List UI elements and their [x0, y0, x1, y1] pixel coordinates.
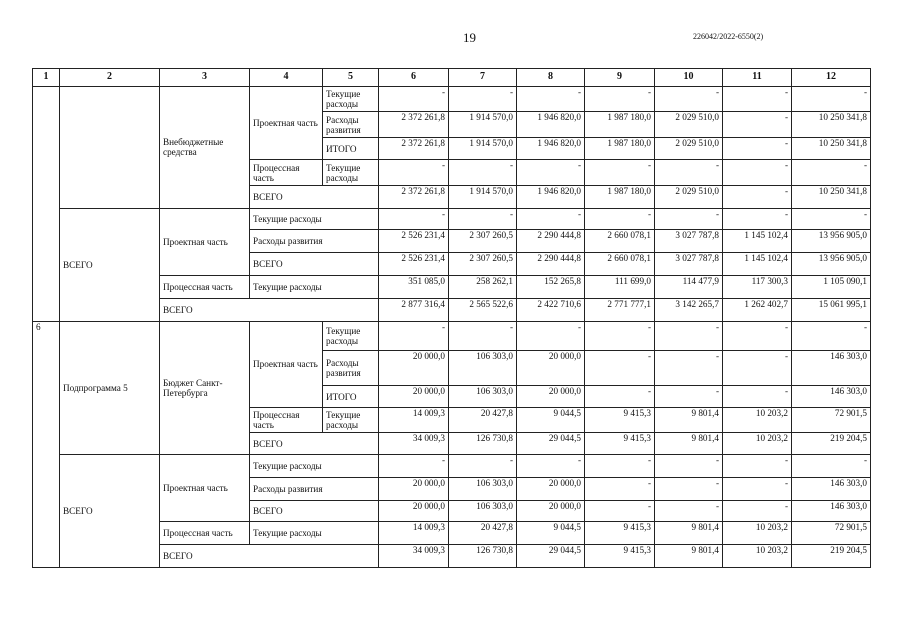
value-cell: 9 415,3: [585, 545, 655, 568]
column-header: 10: [655, 69, 723, 87]
expense-type-label: Расходы развития: [323, 350, 379, 385]
expense-type-label: Текущие расходы: [250, 522, 379, 545]
value-cell: 2 660 078,1: [585, 253, 655, 276]
value-cell: -: [517, 208, 585, 230]
value-cell: 258 262,1: [449, 275, 517, 298]
value-cell: -: [449, 321, 517, 350]
value-cell: 20 000,0: [379, 350, 449, 385]
value-cell: 1 914 570,0: [449, 138, 517, 160]
value-cell: 34 009,3: [379, 545, 449, 568]
value-cell: 9 801,4: [655, 433, 723, 455]
value-cell: 2 029 510,0: [655, 185, 723, 208]
value-cell: 2 372 261,8: [379, 138, 449, 160]
header-row: [33, 69, 871, 87]
itogo-label: ИТОГО: [323, 138, 379, 160]
value-cell: 219 204,5: [792, 433, 871, 455]
value-cell: 10 203,2: [723, 433, 792, 455]
value-cell: -: [585, 208, 655, 230]
value-cell: 9 415,3: [585, 408, 655, 433]
value-cell: 1 914 570,0: [449, 112, 517, 138]
value-cell: 20 000,0: [517, 477, 585, 500]
value-cell: -: [655, 500, 723, 522]
value-cell: 2 307 260,5: [449, 230, 517, 253]
page-number: 19: [463, 30, 476, 45]
table-row: [33, 86, 871, 112]
expense-type-label: Текущие расходы: [323, 86, 379, 112]
value-cell: -: [585, 321, 655, 350]
value-cell: 114 477,9: [655, 275, 723, 298]
funding-source-label: Бюджет Санкт-Петербурга: [160, 321, 250, 455]
value-cell: -: [723, 138, 792, 160]
value-cell: -: [792, 160, 871, 186]
value-cell: 10 203,2: [723, 522, 792, 545]
value-cell: 14 009,3: [379, 408, 449, 433]
value-cell: 13 956 905,0: [792, 253, 871, 276]
value-cell: -: [723, 477, 792, 500]
value-cell: -: [655, 86, 723, 112]
value-cell: -: [655, 321, 723, 350]
table-row: [33, 321, 871, 350]
value-cell: 20 000,0: [379, 385, 449, 408]
value-cell: 2 372 261,8: [379, 112, 449, 138]
value-cell: 106 303,0: [449, 350, 517, 385]
value-cell: 13 956 905,0: [792, 230, 871, 253]
value-cell: 1 946 820,0: [517, 138, 585, 160]
value-cell: 20 000,0: [517, 350, 585, 385]
vsego-label: ВСЕГО: [160, 545, 379, 568]
value-cell: 1 946 820,0: [517, 112, 585, 138]
value-cell: 15 061 995,1: [792, 298, 871, 321]
value-cell: -: [655, 477, 723, 500]
part-label: Проектная часть: [160, 208, 250, 275]
value-cell: 219 204,5: [792, 545, 871, 568]
value-cell: -: [379, 455, 449, 478]
value-cell: 2 877 316,4: [379, 298, 449, 321]
value-cell: -: [723, 160, 792, 186]
column-header: 9: [585, 69, 655, 87]
value-cell: 14 009,3: [379, 522, 449, 545]
part-label: Проектная часть: [160, 455, 250, 522]
expense-type-label: Текущие расходы: [323, 408, 379, 433]
part-label: Процессная часть: [160, 275, 250, 298]
part-label: Проектная часть: [250, 321, 323, 408]
column-header: 1: [33, 69, 60, 87]
value-cell: 3 027 787,8: [655, 253, 723, 276]
table-row: [33, 455, 871, 478]
value-cell: 1 262 402,7: [723, 298, 792, 321]
value-cell: 29 044,5: [517, 433, 585, 455]
value-cell: 9 801,4: [655, 545, 723, 568]
expense-type-label: Текущие расходы: [323, 321, 379, 350]
value-cell: 2 029 510,0: [655, 112, 723, 138]
value-cell: 117 300,3: [723, 275, 792, 298]
value-cell: -: [723, 112, 792, 138]
value-cell: 20 000,0: [379, 477, 449, 500]
value-cell: 10 250 341,8: [792, 138, 871, 160]
value-cell: 2 290 444,8: [517, 253, 585, 276]
value-cell: -: [723, 321, 792, 350]
column-header: 5: [323, 69, 379, 87]
value-cell: -: [379, 86, 449, 112]
value-cell: 9 044,5: [517, 408, 585, 433]
value-cell: -: [655, 160, 723, 186]
value-cell: 106 303,0: [449, 500, 517, 522]
value-cell: 1 987 180,0: [585, 112, 655, 138]
value-cell: 1 145 102,4: [723, 230, 792, 253]
value-cell: -: [723, 86, 792, 112]
value-cell: 2 290 444,8: [517, 230, 585, 253]
value-cell: 29 044,5: [517, 545, 585, 568]
value-cell: -: [655, 208, 723, 230]
part-label: Проектная часть: [250, 86, 323, 159]
value-cell: -: [379, 321, 449, 350]
vsego-label: ВСЕГО: [250, 253, 379, 276]
expense-type-label: Расходы развития: [323, 112, 379, 138]
value-cell: -: [792, 455, 871, 478]
value-cell: 2 565 522,6: [449, 298, 517, 321]
value-cell: -: [792, 86, 871, 112]
value-cell: -: [723, 455, 792, 478]
value-cell: -: [585, 86, 655, 112]
document-id: 226042/2022-6550(2): [693, 32, 764, 41]
value-cell: -: [449, 208, 517, 230]
value-cell: 351 085,0: [379, 275, 449, 298]
value-cell: -: [449, 160, 517, 186]
value-cell: 9 415,3: [585, 433, 655, 455]
value-cell: 2 372 261,8: [379, 185, 449, 208]
expense-type-label: Текущие расходы: [250, 208, 379, 230]
value-cell: 146 303,0: [792, 350, 871, 385]
value-cell: 20 000,0: [379, 500, 449, 522]
value-cell: -: [517, 86, 585, 112]
value-cell: 20 000,0: [517, 385, 585, 408]
value-cell: 34 009,3: [379, 433, 449, 455]
value-cell: 10 203,2: [723, 545, 792, 568]
value-cell: 2 771 777,1: [585, 298, 655, 321]
value-cell: -: [585, 160, 655, 186]
value-cell: 2 526 231,4: [379, 230, 449, 253]
value-cell: 72 901,5: [792, 408, 871, 433]
vsego-label: ВСЕГО: [250, 500, 379, 522]
value-cell: -: [655, 455, 723, 478]
expense-type-label: Текущие расходы: [250, 455, 379, 478]
value-cell: 126 730,8: [449, 433, 517, 455]
row-number-cell: 6: [33, 321, 60, 567]
column-header: 2: [60, 69, 160, 87]
value-cell: -: [585, 500, 655, 522]
value-cell: -: [379, 208, 449, 230]
value-cell: 1 105 090,1: [792, 275, 871, 298]
column-header: 6: [379, 69, 449, 87]
value-cell: -: [517, 160, 585, 186]
row-number-cell: [33, 86, 60, 321]
value-cell: 20 000,0: [517, 500, 585, 522]
value-cell: 9 415,3: [585, 522, 655, 545]
value-cell: -: [655, 350, 723, 385]
value-cell: -: [792, 321, 871, 350]
vsego-label: ВСЕГО: [160, 298, 379, 321]
value-cell: -: [585, 477, 655, 500]
value-cell: 1 946 820,0: [517, 185, 585, 208]
value-cell: 2 660 078,1: [585, 230, 655, 253]
program-cell: [60, 86, 160, 208]
value-cell: 2 526 231,4: [379, 253, 449, 276]
value-cell: -: [449, 455, 517, 478]
value-cell: 1 914 570,0: [449, 185, 517, 208]
expense-type-label: Расходы развития: [250, 477, 379, 500]
program-label: ВСЕГО: [60, 455, 160, 568]
value-cell: 146 303,0: [792, 385, 871, 408]
value-cell: -: [585, 350, 655, 385]
value-cell: -: [379, 160, 449, 186]
value-cell: -: [792, 208, 871, 230]
vsego-label: ВСЕГО: [250, 185, 379, 208]
vsego-label: ВСЕГО: [250, 433, 379, 455]
value-cell: 1 145 102,4: [723, 253, 792, 276]
expense-type-label: Текущие расходы: [323, 160, 379, 186]
funding-source-label: Внебюджетные средства: [160, 86, 250, 208]
value-cell: 2 307 260,5: [449, 253, 517, 276]
value-cell: 2 029 510,0: [655, 138, 723, 160]
value-cell: -: [585, 385, 655, 408]
value-cell: -: [655, 385, 723, 408]
value-cell: 20 427,8: [449, 408, 517, 433]
value-cell: 106 303,0: [449, 385, 517, 408]
value-cell: 10 203,2: [723, 408, 792, 433]
value-cell: 106 303,0: [449, 477, 517, 500]
value-cell: 146 303,0: [792, 500, 871, 522]
column-header: 12: [792, 69, 871, 87]
value-cell: -: [449, 86, 517, 112]
value-cell: 10 250 341,8: [792, 185, 871, 208]
value-cell: 3 142 265,7: [655, 298, 723, 321]
value-cell: 1 987 180,0: [585, 185, 655, 208]
value-cell: 10 250 341,8: [792, 112, 871, 138]
value-cell: 146 303,0: [792, 477, 871, 500]
program-label: ВСЕГО: [60, 208, 160, 321]
value-cell: 3 027 787,8: [655, 230, 723, 253]
table-row: [33, 208, 871, 230]
value-cell: -: [723, 185, 792, 208]
value-cell: 9 801,4: [655, 408, 723, 433]
column-header: 4: [250, 69, 323, 87]
part-label: Процессная часть: [160, 522, 250, 545]
value-cell: 2 422 710,6: [517, 298, 585, 321]
value-cell: 152 265,8: [517, 275, 585, 298]
value-cell: 111 699,0: [585, 275, 655, 298]
column-header: 3: [160, 69, 250, 87]
value-cell: -: [517, 321, 585, 350]
budget-table: [32, 68, 871, 568]
value-cell: -: [723, 208, 792, 230]
value-cell: 20 427,8: [449, 522, 517, 545]
value-cell: -: [585, 455, 655, 478]
expense-type-label: Расходы развития: [250, 230, 379, 253]
value-cell: -: [723, 500, 792, 522]
value-cell: 1 987 180,0: [585, 138, 655, 160]
value-cell: 126 730,8: [449, 545, 517, 568]
itogo-label: ИТОГО: [323, 385, 379, 408]
part-label: Процессная часть: [250, 408, 323, 433]
part-label: Процессная часть: [250, 160, 323, 186]
program-label: Подпрограмма 5: [60, 321, 160, 455]
value-cell: 72 901,5: [792, 522, 871, 545]
column-header: 8: [517, 69, 585, 87]
expense-type-label: Текущие расходы: [250, 275, 379, 298]
column-header: 7: [449, 69, 517, 87]
value-cell: -: [723, 350, 792, 385]
value-cell: -: [723, 385, 792, 408]
value-cell: 9 044,5: [517, 522, 585, 545]
value-cell: -: [517, 455, 585, 478]
column-header: 11: [723, 69, 792, 87]
value-cell: 9 801,4: [655, 522, 723, 545]
